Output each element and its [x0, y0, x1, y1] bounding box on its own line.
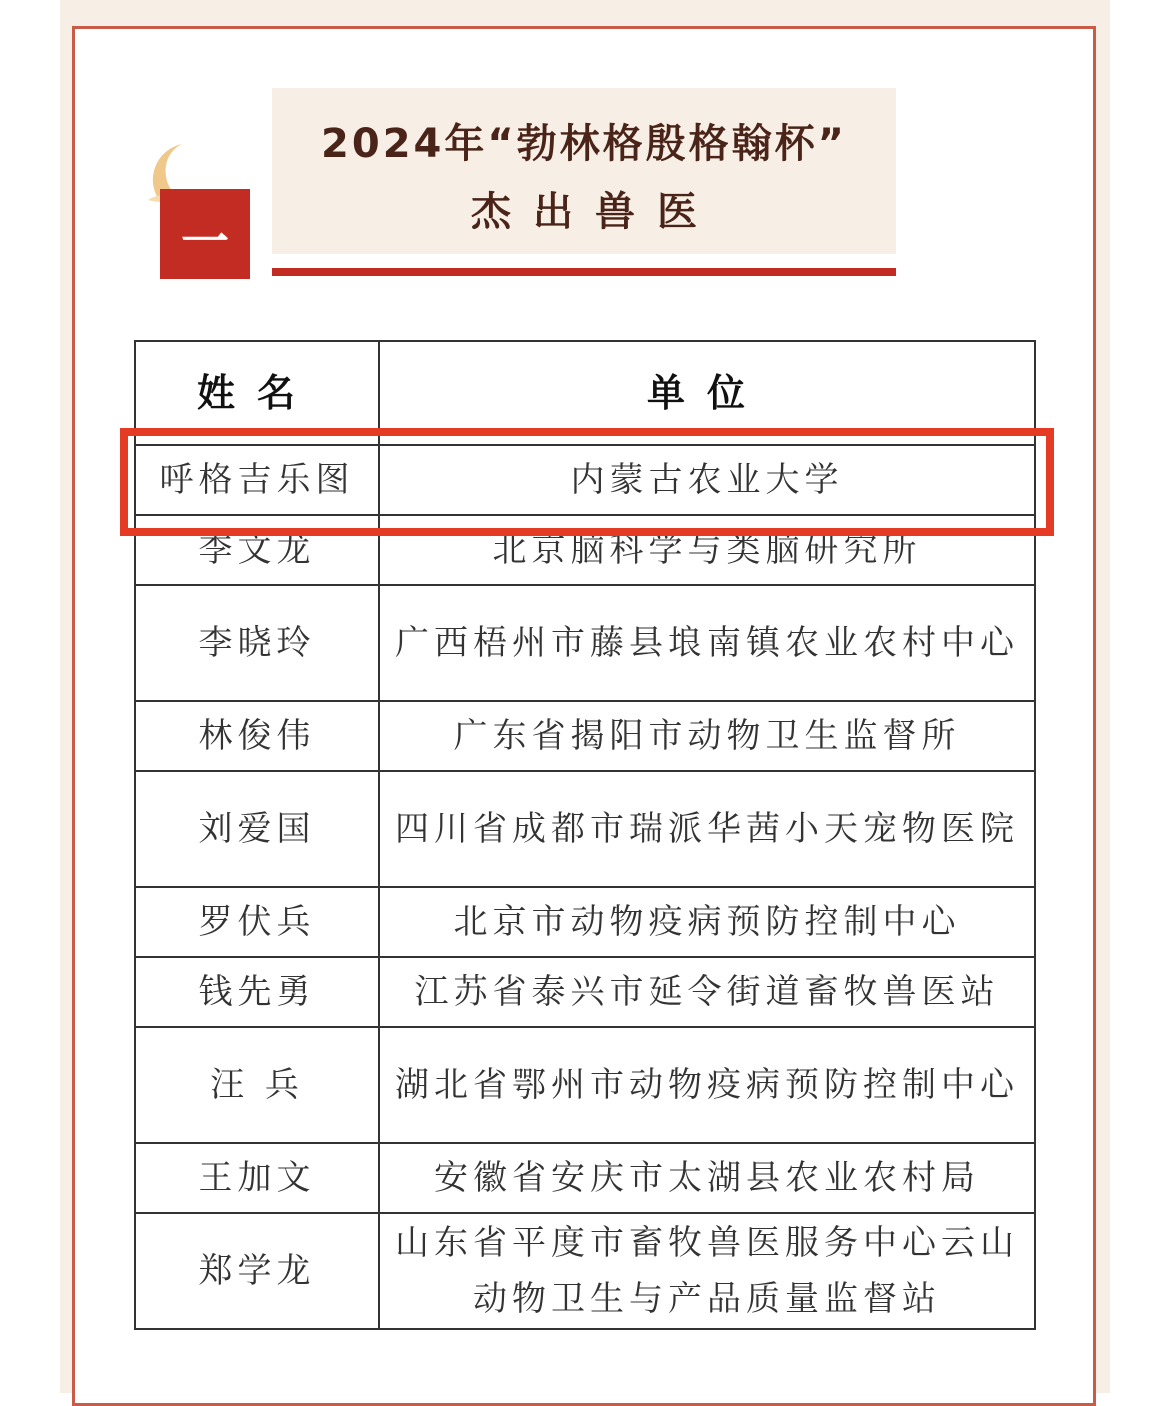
table-row — [135, 957, 1035, 1027]
winner-name: 林俊伟 — [135, 701, 379, 771]
winner-name: 郑学龙 — [135, 1213, 379, 1329]
section-number: 一 — [180, 214, 229, 270]
table-row — [135, 1143, 1035, 1213]
winner-name: 钱先勇 — [135, 957, 379, 1027]
winner-unit: 内蒙古农业大学 — [379, 445, 1035, 515]
table-row — [135, 445, 1035, 515]
winner-unit: 广东省揭阳市动物卫生监督所 — [379, 701, 1035, 771]
winner-name: 李晓玲 — [135, 585, 379, 701]
winner-unit: 江苏省泰兴市延令街道畜牧兽医站 — [379, 957, 1035, 1027]
winner-unit: 四川省成都市瑞派华茜小天宠物医院 — [379, 771, 1035, 887]
table-row — [135, 1027, 1035, 1143]
award-table — [134, 340, 1036, 1330]
section-title-box — [272, 88, 896, 254]
winner-unit: 山东省平度市畜牧兽医服务中心云山动物卫生与产品质量监督站 — [379, 1213, 1035, 1329]
winner-unit: 北京市动物疫病预防控制中心 — [379, 887, 1035, 957]
table-row — [135, 585, 1035, 701]
winner-name: 呼格吉乐图 — [135, 445, 379, 515]
winner-unit: 安徽省安庆市太湖县农业农村局 — [379, 1143, 1035, 1213]
winner-unit: 广西梧州市藤县埌南镇农业农村中心 — [379, 585, 1035, 701]
header-name: 姓名 — [135, 341, 379, 445]
table-header-row — [135, 341, 1035, 445]
header-unit: 单位 — [379, 341, 1035, 445]
winner-unit: 北京脑科学与类脑研究所 — [379, 515, 1035, 585]
winner-unit: 湖北省鄂州市动物疫病预防控制中心 — [379, 1027, 1035, 1143]
table-row — [135, 515, 1035, 585]
table-row — [135, 771, 1035, 887]
winner-name: 李文龙 — [135, 515, 379, 585]
winner-name: 刘爱国 — [135, 771, 379, 887]
section-number-badge — [160, 189, 250, 279]
table-row — [135, 1213, 1035, 1329]
section-title-line2: 杰出兽医 — [471, 189, 719, 235]
winner-name: 汪 兵 — [135, 1027, 379, 1143]
winner-name: 王加文 — [135, 1143, 379, 1213]
title-underline — [272, 268, 896, 276]
winner-name: 罗伏兵 — [135, 887, 379, 957]
section-title-line1: 2024年“勃林格殷格翰杯” — [321, 121, 847, 167]
table-row — [135, 887, 1035, 957]
table-row — [135, 701, 1035, 771]
